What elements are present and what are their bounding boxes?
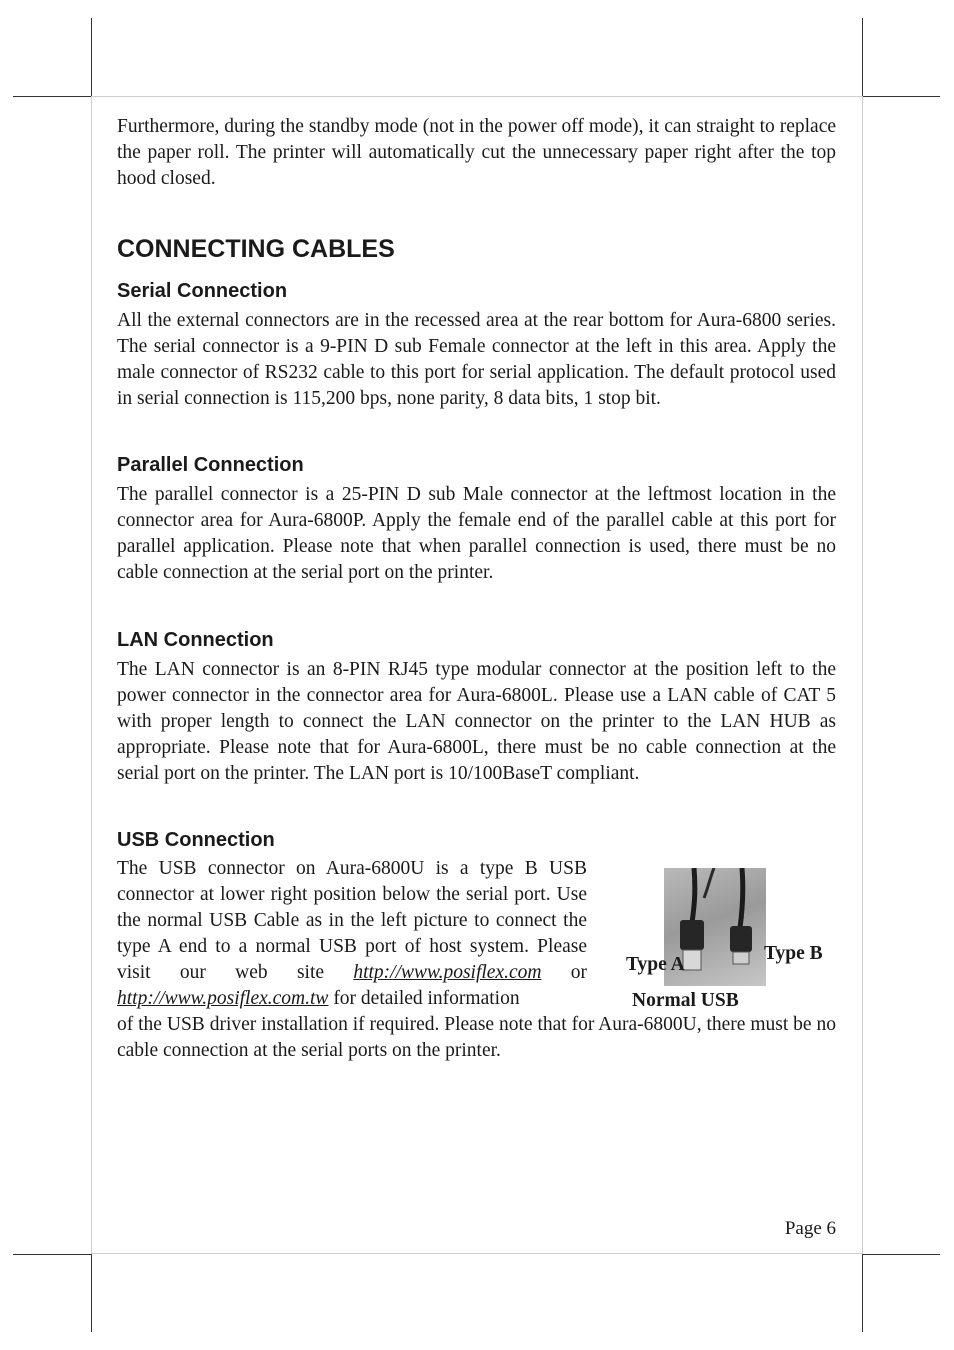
page-content — [117, 114, 836, 1064]
parallel-paragraph: The parallel connector is a 25-PIN D sub Male connector at the leftmost location in the connector area for Aura-6800P. Apply the female end of the parallel cable at this port for parallel application. Please note that when parallel connection is used, there must be no cable connection at the serial port on the printer. — [117, 484, 836, 583]
figure-caption: Normal USB — [632, 990, 739, 1011]
lan-paragraph: The LAN connector is an 8-PIN RJ45 type modular connector at the position left to the power connector in the connector area for Aura-6800L. Please use a LAN cable of CAT 5 with proper length to connect the LAN connector on the printer to the LAN HUB as appropriate. Please note that for Aura-6800L, there must be no cable connection at the serial port on the printer. The LAN port is 10/100BaseT compliant. — [117, 659, 836, 784]
page-frame — [91, 96, 862, 97]
lan-heading: LAN Connection — [117, 629, 274, 651]
trim-mark — [862, 96, 940, 97]
usb-paragraph: The USB connector on Aura-6800U is a type B USB connector at lower right position below the serial port. Use the normal USB Cable as in the left picture to connect the type A end to a normal USB port of host system. Please visit our web site http://www.posiflex.com or http://www.posiflex.com.tw for detailed information — [117, 858, 588, 1009]
page-number: Page 6 — [784, 1218, 836, 1239]
trim-mark — [91, 18, 92, 96]
trim-mark — [91, 1254, 92, 1332]
trim-mark — [862, 1254, 863, 1332]
type-b-label: Type B — [764, 943, 823, 964]
page-frame — [91, 1253, 862, 1254]
trim-mark — [862, 1254, 940, 1255]
page-frame — [862, 96, 863, 1254]
usb-section — [117, 856, 836, 1064]
page-frame — [91, 96, 92, 1254]
serial-paragraph: All the external connectors are in the recessed area at the rear bottom for Aura-6800 series. The serial connector is a 9-PIN D sub Female connector at the left in this area. Apply the male connector of RS232 cable to this port for serial application. The default protocol used in serial connection is 115,200 bps, none parity, 8 data bits, 1 stop bit. — [117, 310, 836, 409]
trim-mark — [862, 18, 863, 96]
intro-paragraph: Furthermore, during the standby mode (not in the power off mode), it can straight to replace the paper roll. The printer will automatically cut the unnecessary paper right after the top hood closed. — [117, 116, 836, 189]
trim-mark — [13, 96, 91, 97]
parallel-heading: Parallel Connection — [117, 454, 304, 476]
section-heading: CONNECTING CABLES — [117, 235, 395, 263]
posiflex-com-tw-link[interactable]: http://www.posiflex.com.tw — [117, 988, 329, 1009]
trim-mark — [13, 1254, 91, 1255]
usb-heading: USB Connection — [117, 829, 275, 851]
serial-heading: Serial Connection — [117, 280, 288, 302]
usb-cable-figure — [626, 868, 836, 1018]
type-a-label: Type A — [626, 954, 685, 975]
usb-paragraph-continued: of the USB driver installation if required. Please note that for Aura-6800U, there must be no cable connection at the serial ports on the printer. — [117, 1014, 836, 1061]
posiflex-com-link[interactable]: http://www.posiflex.com — [353, 962, 542, 983]
